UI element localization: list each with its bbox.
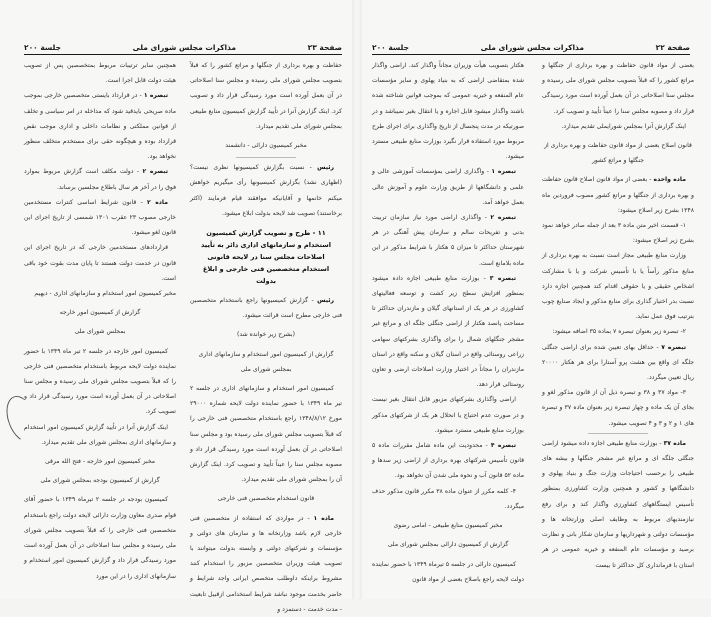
- session-number: جلسة ۲۰۰: [372, 43, 410, 52]
- note-text: - حداقل بهای تعیین شده برای اراضی جنگلی جلگه ای واقع بین هشت پرو آستارا برای هر هکتار ۲۰۰۰۰ ریال تعیین میگردد.: [542, 343, 694, 382]
- list-item: ۲- تبصره زیر بعنوان تبصره ۷ بماده ۳۵ اضافه میشود:: [552, 328, 686, 336]
- agenda-item-heading: ۱۱ - طرح و تصویب گزارش کمیسیون استخدام و سازمانهای اداری دائر به تأیید اصلاحات مجلس سنا در لایحه قانونی استخدام متخصصین فنی خارجی و ابلاغ بدولت: [201, 229, 331, 286]
- note-label: تبصره ۲: [142, 168, 169, 176]
- page-header: [24, 38, 342, 55]
- law-title: قانون اصلاح بعضی از مواد قانون حفاظت و بهره برداری از جنگلها و مراتع کشور: [544, 142, 692, 165]
- paragraph: اینک گزارش آنرا بمجلس شورایملی تقدیم میدارد.: [561, 122, 686, 130]
- signature: مخبر کمیسیون دارائی - دانشمند: [225, 142, 307, 150]
- report-title: گزارش از کمیسیون دارائی بمجلس شورای ملی: [387, 541, 509, 549]
- paragraph: همچنین سایر ترتیبات مربوط بمتخصصین پس از تصویب هیئت دولت قابل اجرا است.: [24, 62, 176, 85]
- speaker-name: رئیس: [317, 164, 334, 172]
- article-text: - بعضی از مواد قانون اصلاح قانون حفاظت و بهره برداری از جنگلها و مراتع کشور مصوب فروردین ماه ۱۳۴۸ بشرح زیر اصلاح میشود:: [542, 176, 694, 214]
- column-right: [190, 58, 342, 617]
- report-body: کمیسیون بودجه در جلسه ۲ تیرماه ۱۳۴۹ با حضور آقای قوام صدری معاون وزارت دارائی لایحه دولت راجع باستخدام متخصصین فنی خارجی را که قبلاً بتصویب مجلس شورای ملی رسیده و مجلس سنا اصلاحاتی در آن بعمل آورده است مورد رسیدگی قرار داد و گزارش کمیسیون امور استخدام و سازمانهای اداری را در این مورد: [24, 496, 176, 580]
- running-title: مذاکرات مجلس شورای ملی: [480, 43, 584, 52]
- signature: مخبر کمیسیون امور استخدام و سازمانهای اداری - دیهیم: [34, 290, 176, 298]
- article-label: ماده ۲: [147, 198, 168, 206]
- note-text: - بوزارت منابع طبیعی اجازه داده میشود بمنظور افزایش سطح زیر کشت و توسعه فعالیتهای کشاورزی در هر یک از استانهای گیلان و مازندران حداکثر تا مساحت پانصد هکتار از اراضی جنگلی جلگه ای و مراتع غیر مشجر جنگلهای شمال را برای واگذاری بشرکتهای سهامی زراعی روستائی واقع در استان گیلان و سکنه واقع در استان مازندران را مجاناً در اختیار وزارت اصلاحات ارضی و تعاون روستائی قرار دهد.: [372, 274, 524, 389]
- note-label: تبصره ۳: [489, 274, 517, 282]
- speech-text: - گزارش کمیسیونها راجع باستخدام متخصصین فنی خارجی مطرح است قرائت میشود.: [190, 297, 342, 320]
- note: [24, 88, 176, 164]
- column-right: [542, 58, 694, 573]
- speech: [190, 160, 342, 221]
- running-title: مذاکرات مجلس شورای ملی: [132, 43, 236, 52]
- law-title: قانون استخدام متخصصین فنی خارجی: [217, 495, 315, 503]
- list-item: ۳- مواد ۳۷ و ۳۸ و تبصره ذیل آن از قانون مذکور لغو و بجای آن یک ماده و چهار تبصره زیر بعنوان ماده ۳۷ و تبصره های ۱ و ۲ و ۳ و ۴ تصویب میشود.: [542, 389, 694, 427]
- note-text: - واگذاری اراضی بمؤسسات آموزشی عالی و علمی و دانشگاهها از طریق وزارت علوم و آموزش عالی بعمل خواهد آمد.: [372, 168, 524, 206]
- column-left: [372, 58, 524, 587]
- article-label: ماده ۳۷: [663, 439, 686, 447]
- article-label: ماده ۱: [313, 514, 334, 522]
- note-text: - دولت مکلف است گزارش مربوط بموارد فوق را در آخر هر سال باطلاع مجلسین برساند.: [24, 168, 176, 191]
- paragraph: اراضی واگذاری بشرکتهای مزبور قابل انتقال بغیر نیست و در صورت عدم احتیاج یا انحلال هر یک از شرکتهای مذکور بوزارت منابع طبیعی مسترد میشود.: [372, 396, 524, 434]
- note-text: - در قرارداد بایستی متخصصین خارجی بموجب ماده صریحی بایدقید شود که مداخله در امر سیاسی و تخلف از قوانین مملکتی و نظامات داخلی و اداری موجب نقض قرارداد بوده و هیچگونه حقی برای مستخدم متخلف منظور نخواهد بود.: [24, 92, 176, 161]
- note: [542, 340, 694, 386]
- signature: مخبر کمیسیون امور خارجه - فتح الله مرقی: [44, 458, 156, 466]
- paragraph: وزارت منابع طبیعی مجاز است نسبت به بهره برداری از منابع مذکور رأساً یا با تأسیس شرکت و یا با مشارکت اشخاص حقیقی و یا حقوقی اقدام کند همچنین اجازه دارد نسبت بدر اختیار گذاری برای منابع مذکور و ایجاد صنایع چوب بترتیب فوق عمل نماید.: [542, 252, 694, 321]
- report-title: گزارش از کمیسیون امور استخدام و سازمانهای اداری بمجلس شورای ملی: [198, 350, 334, 373]
- page-header: [372, 38, 690, 55]
- note: [24, 164, 176, 194]
- divider: [588, 433, 648, 434]
- report-close: اینک گزارش آنرا در تأیید گزارش کمیسیون امور استخدام و سازمانهای اداری بمجلس شورای ملی تقدیم میدارد.: [24, 423, 176, 446]
- article: [24, 195, 176, 241]
- speaker-name: رئیس: [317, 297, 335, 305]
- signature: مخبر کمیسیون منابع طبیعی - امامی رضوی: [393, 522, 503, 530]
- note-text: - واگذاری اراضی مورد نیاز سازمان تربیت بدنی و تفریحات سالم و سازمان پیش آهنگی در هر شهرستان حداکثر تا میزان ۵ هکتار با شرایط مذکور در این ماده بلامانع است.: [372, 214, 524, 267]
- left-page: [0, 0, 352, 613]
- list-item: ۴- کلمه مکرر از عنوان ماده ۳۸ مکرر قانون مذکور حذف میگردد.: [372, 487, 524, 510]
- note: [372, 210, 524, 271]
- note-label: تبصره ۱: [491, 168, 516, 176]
- page-number: صفحة ۲۳: [307, 43, 342, 52]
- article-text: - در مواردی که استفاده از متخصصین فنی خارجی لازم باشد وزارتخانه ها و سازمان های دولتی و مؤسسات و شرکتهای دولتی و وابسته بدولت میتوانند با تصویب هیئت وزیران متخصصین مزبور را استخدام کنند مشروط براینکه داوطلب متخصص ایرانی واجد شرایط و حاضر بخدمت موجود نباشد شرایط استخدامی ازقبیل تابعیت - مدت خدمت - دستمزد و: [190, 514, 342, 613]
- note: [372, 271, 524, 393]
- note: [372, 438, 524, 484]
- report-title: گزارش از کمیسیون بودجه بمجلس شورای ملی: [40, 477, 160, 485]
- divider: [236, 157, 296, 158]
- speech: [190, 293, 342, 323]
- note-label: تبصره ۲: [490, 214, 516, 222]
- paragraph: بعضی از مواد قانون حفاظت و بهره برداری از جنگلها و مراتع کشور را که قبلاً بتصویب مجلس شورای ملی رسیده و مجلس سنا اصلاحاتی در آن بعمل آورده است مورد رسیدگی قرار داد و مصوبه مجلس سنا را عیناً تأیید و تصویب کرد.: [542, 62, 694, 115]
- stage-direction: (بشرح زیر خوانده شد): [237, 331, 295, 339]
- session-number: جلسة ۲۰۰: [24, 43, 62, 52]
- page-gutter: [352, 0, 362, 599]
- paragraph: قراردادهای مستخدمین خارجی که در تاریخ اجرای این قانون در خدمت دولت هستند تا پایان مدت بقوت خود باقی است.: [24, 244, 176, 282]
- note-text: - محدودیت این ماده شامل مقررات ماده ۵ قانون تأسیس شرکتهای بهره برداری از اراضی زیر سدها و ماده ۵۲ قانون آب و نحوه ملی شدن آن نخواهد بود.: [372, 442, 524, 480]
- paragraph: هکتار بتصویب هیأت وزیران مجاناً واگذار کند. اراضی واگذار شده بمتقاضی اراضی که به بنیاد پهلوی و سایر مؤسسات عام المنفعه و خیریه عمومی که بموجب قوانین شناخته شده باشند واگذار میشود قابل اجاره و یا انتقال بغیر نمیباشد و در صورتیکه در مدت پنجسال از تاریخ واگذاری برای اجرای طرح مربوط مورد استفاده قرار نگیرد بوزارت منابع طبیعی مسترد میشود.: [372, 62, 524, 161]
- note-label: تبصره ۱: [143, 92, 168, 100]
- article: [542, 436, 694, 573]
- column-left: [24, 58, 176, 584]
- article: [542, 172, 694, 218]
- list-item: ۱- قسمت اخیر متن ماده ۳ بعد از جمله صادر خواهد نمود بشرح زیر اصلاح میشود:: [542, 222, 694, 245]
- report-body: کمیسیون امور استخدام و سازمانهای اداری در جلسه ۲ تیر ماه ۱۳۴۹ با حضور نماینده دولت لایحه شماره ۲۹۰۰۰ مورخ ۱۳۴۸/۸/۱۲ راجع باستخدام متخصصین فنی خارجی را که قبلاً بتصویب مجلس شورای ملی رسیده بود و مجلس سنا اصلاحاتی در آن بعمل آورده است مورد رسیدگی قرار داد و مصوبه مجلس سنا را عیناً تأیید و تصویب کرد. اینک گزارش آن را بمجلس شورای ملی تقدیم میدارد.: [190, 385, 342, 484]
- article-text: - قانون شرایط اساسی کنترات مستخدمین خارجی مصوب ۲۳ عقرب ۱۳۰۱ شمسی از تاریخ اجرای این قانون لغو میشود.: [24, 198, 176, 237]
- article-text: - بوزارت منابع طبیعی اجازه داده میشود اراضی جنگلی جلگه ای و مراتع غیر مشجر جنگلها و بیشه های طبیعی را برحسب احتیاجات وزارت جنگ و بنیاد پهلوی و دانشگاهها و کشور و همچنین وزارت کشاورزی بمنظور تأسیس ایستگاههای کشاورزی واگذار کند و برای رفع نیازمندیهای مربوط به وظایف اصلی وزارتخانه ها و مؤسسات دولتی و شهرداریها و سازمان شکار بانی و نظارت برصید و مؤسسات عام المنفعه و خیریه عمومی در هر استان با فرمانداری کل حداکثر تا بیست: [542, 439, 694, 569]
- article: [190, 511, 342, 617]
- right-page: [362, 0, 711, 599]
- page-number: صفحة ۲۲: [655, 43, 690, 52]
- report-body: کمیسیون دارائی در جلسه ۵ تیرماه ۱۳۴۹ با حضور نماینده دولت لایحه راجع باصلاح بعضی از مواد قانون: [372, 560, 524, 583]
- report-title: گزارش از کمیسیون امور خارجه: [59, 309, 141, 317]
- report-body: کمیسیون امور خارجه در جلسه ۲ تیر ماه ۱۳۴۹ با حضور نماینده دولت لایحه مربوط باستخدام متخصصین فنی خارجی را که قبلاً بتصویب مجلس شورای ملی رسیده و مجلس سنا اصلاحاتی در آن بعمل آورده است مورد رسیدگی قرار داد و تصویب کرد.: [24, 347, 176, 416]
- note-label: تبصره ۴: [490, 442, 516, 450]
- note-label: تبصره ۷: [661, 343, 686, 351]
- paragraph: حفاظت و بهره برداری از جنگلها و مراتع کشور را که قبلاً بتصویب مجلس شورای ملی رسیده و مجلس سنا اصلاحاتی در آن بعمل آورده است مورد رسیدگی قرار داد و تصویب کرد. اینک گزارش آنرا در تأیید گزارش کمیسیون منابع طبیعی بمجلس شورای ملی تقدیم میدارد.: [190, 62, 342, 130]
- report-subtitle: بمجلس شورای ملی: [74, 328, 126, 336]
- speech-text: - نسبت بگزارش کمیسیونها نظری نیست؟ (اظهاری نشد) بگزارش کمیسیونها رأی میگیریم خواهش میکنم خانمها و آقایانیکه موافقند قیام فرمایند (اکثر برخاستند) تصویب شد لایحه بدولت ابلاغ میشود.: [190, 164, 342, 217]
- article-label: ماده واحده: [653, 176, 686, 184]
- note: [372, 164, 524, 210]
